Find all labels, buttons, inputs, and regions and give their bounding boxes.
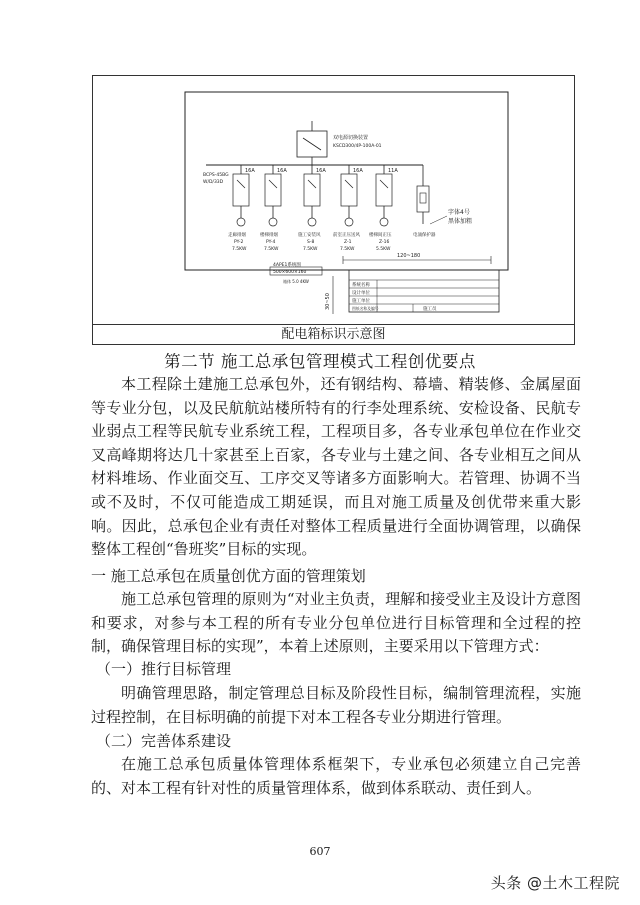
watermark: 头条 @土木工程院 — [490, 874, 620, 892]
load-1-name: 走廊排烟 — [228, 233, 246, 238]
heading-2: （一）推行目标管理 — [96, 660, 232, 678]
panel-label-2: 500×600×160 — [273, 270, 307, 275]
branch-1 — [228, 165, 255, 252]
title-block — [325, 253, 499, 314]
surge-protector — [413, 165, 436, 238]
figure-caption: 配电箱标识示意图 — [93, 324, 574, 345]
load-1-code: PY-2 — [234, 240, 244, 245]
breaker-1-label: 16A — [245, 168, 255, 174]
branch-2 — [260, 165, 287, 252]
load-3-power: 7.5KW — [303, 247, 318, 252]
load-3-name: 施工安装风 — [298, 233, 321, 238]
panel-label-3: 箱体 5.0 4KW — [283, 279, 309, 284]
branch-3 — [298, 165, 326, 252]
breaker-5-label: 11A — [388, 168, 398, 174]
load-4-power: 7.5KW — [340, 247, 355, 252]
distribution-box-diagram — [93, 76, 574, 324]
load-2-code: PY-4 — [266, 240, 276, 245]
table-row-3: 施工单位 — [352, 299, 370, 304]
load-3-code: S-8 — [307, 240, 315, 245]
load-5-power: 5.5KW — [376, 247, 391, 252]
switch-label-2: KSCD300/4P-100A-01 — [333, 144, 382, 149]
breaker-4-label: 16A — [353, 168, 363, 174]
table-row-4: 图纸名称及编号 — [352, 306, 379, 311]
paragraph-1: 本工程除土建施工总承包外，还有钢结构、幕墙、精装修、金属屋面等专业分包，以及民航航站楼所特有的行李处理系统、安检设备、民航专业弱点工程等民航专业系统工程，工程项目多，各专业承包单位在作业交叉高峰期将达几十家甚至上百家，各专业与土建之间、各专业相互之间从材料堆场、作业面交互、工序交叉等诸多方面影响大。若管理、协调不当或不及时，不仅可能造成工期延误，而且对施工质量及创优带来重大影响。因此，总承包企业有责任对整体工程质量进行全面协调管理，以确保整体工程创“鲁班奖”目标的实现。 — [91, 375, 581, 559]
switch-label-1: 双电源切换装置 — [333, 135, 369, 141]
paragraph-4: 在施工总承包质量体管理体系框架下，专业承包必须建立自己完善的、对本工程有针对性的质量管理体系，做到体系联动、责任到人。 — [91, 755, 581, 797]
load-4-code: Z-1 — [344, 240, 352, 245]
heading-3: （二）完善体系建设 — [96, 732, 232, 750]
load-2-name: 楼梯排烟 — [260, 233, 278, 238]
table-row-1: 系统名称 — [352, 283, 370, 288]
font-note-2: 黑体加粗 — [448, 218, 473, 225]
protector-label: 电涌保护器 — [413, 233, 436, 238]
panel-label — [270, 261, 322, 284]
load-4-name: 前室正压送风 — [333, 233, 360, 238]
section-title: 第二节 施工总承包管理模式工程创优要点 — [164, 352, 476, 371]
feeder-label-1: BCPS-45BG — [203, 173, 229, 178]
paragraph-3: 明确管理思路，制定管理总目标及阶段性目标，编制管理流程，实施过程控制，在目标明确的前提下对本工程各专业分期进行管理。 — [91, 684, 581, 726]
load-5-name: 楼梯间正压 — [369, 233, 392, 238]
table-row-2: 设计单位 — [352, 291, 370, 296]
dim-height: 30~50 — [325, 293, 331, 310]
panel-label-1: 4APE1系统图 — [273, 263, 301, 268]
figure-frame — [92, 75, 575, 345]
feeder-label-2: W/D/33D — [203, 180, 224, 185]
table-right-label: 施工员 — [423, 307, 437, 312]
heading-1: 一 施工总承包在质量创优方面的管理策划 — [91, 567, 366, 585]
breaker-2-label: 16A — [277, 168, 287, 174]
font-note-1: 字体4号 — [448, 209, 470, 216]
dim-width: 120~180 — [397, 253, 421, 259]
load-2-power: 7.5KW — [264, 247, 279, 252]
load-5-code: Z-16 — [379, 240, 390, 245]
page-number: 607 — [309, 845, 331, 858]
load-1-power: 7.5KW — [232, 247, 247, 252]
branch-5 — [369, 165, 398, 252]
paragraph-2: 施工总承包管理的原则为“对业主负责，理解和接受业主及设计方意图和要求，对参与本工程的所有专业分包单位进行目标管理和全过程的控制，确保管理目标的实现”，本着上述原则，主要采用以下管理方式： — [91, 590, 581, 656]
branch-4 — [333, 165, 363, 252]
breaker-3-label: 16A — [316, 168, 326, 174]
